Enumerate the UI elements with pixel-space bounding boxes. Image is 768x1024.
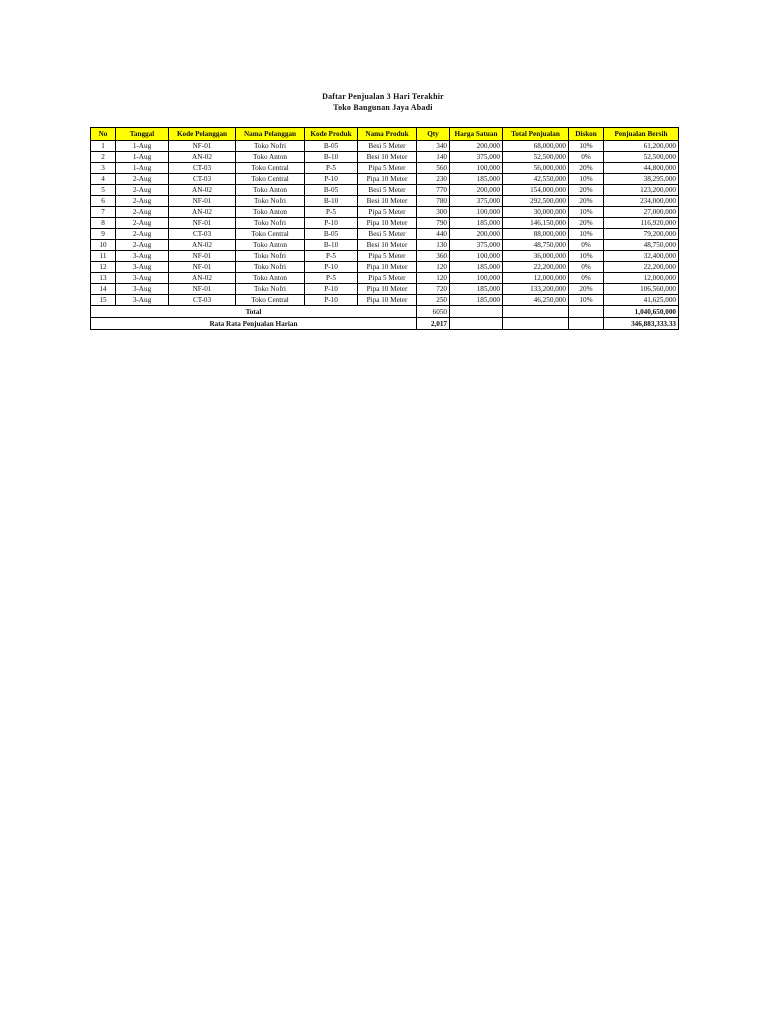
cell-kode-pelanggan[interactable]: NF-01 xyxy=(169,284,236,295)
cell-diskon[interactable]: 10% xyxy=(569,295,604,306)
cell-diskon[interactable]: 10% xyxy=(569,141,604,152)
cell-qty[interactable]: 130 xyxy=(417,240,450,251)
cell-penjualan-bersih[interactable]: 106,560,000 xyxy=(604,284,679,295)
cell-nama-pelanggan[interactable]: Toko Central xyxy=(236,163,305,174)
cell-no[interactable]: 4 xyxy=(91,174,116,185)
cell-harga-satuan[interactable]: 185,000 xyxy=(450,295,503,306)
cell-harga-satuan[interactable]: 375,000 xyxy=(450,152,503,163)
table-row xyxy=(91,284,679,295)
average-label[interactable]: Rata Rata Penjualan Harian xyxy=(91,318,417,330)
cell-no[interactable]: 13 xyxy=(91,273,116,284)
cell-nama-produk[interactable]: Besi 5 Meter xyxy=(358,141,417,152)
table-body xyxy=(91,141,679,306)
col-header-kode-pelanggan[interactable]: Kode Pelanggan xyxy=(169,128,236,141)
cell-diskon[interactable]: 0% xyxy=(569,240,604,251)
cell-qty[interactable]: 360 xyxy=(417,251,450,262)
cell-diskon[interactable]: 20% xyxy=(569,163,604,174)
cell-qty[interactable]: 440 xyxy=(417,229,450,240)
table-row xyxy=(91,262,679,273)
cell-nama-produk[interactable]: Pipa 10 Meter xyxy=(358,262,417,273)
cell-no[interactable]: 14 xyxy=(91,284,116,295)
cell-tanggal[interactable]: 2-Aug xyxy=(116,185,169,196)
cell-total-penjualan[interactable]: 48,750,000 xyxy=(503,240,569,251)
cell-nama-pelanggan[interactable]: Toko Anton xyxy=(236,152,305,163)
cell-nama-produk[interactable]: Besi 5 Meter xyxy=(358,185,417,196)
cell-nama-produk[interactable]: Pipa 10 Meter xyxy=(358,295,417,306)
cell-total-penjualan[interactable]: 52,500,000 xyxy=(503,152,569,163)
cell-total-penjualan[interactable]: 22,200,000 xyxy=(503,262,569,273)
table-row xyxy=(91,207,679,218)
col-header-qty[interactable]: Qty xyxy=(417,128,450,141)
cell-diskon[interactable]: 20% xyxy=(569,218,604,229)
cell-tanggal[interactable]: 2-Aug xyxy=(116,240,169,251)
cell-nama-pelanggan[interactable]: Toko Central xyxy=(236,229,305,240)
cell-total-penjualan[interactable]: 36,000,000 xyxy=(503,251,569,262)
cell-penjualan-bersih[interactable]: 12,000,000 xyxy=(604,273,679,284)
cell-no[interactable]: 1 xyxy=(91,141,116,152)
summary-body xyxy=(91,306,679,330)
cell-kode-pelanggan[interactable]: AN-02 xyxy=(169,207,236,218)
table-row xyxy=(91,218,679,229)
cell-kode-pelanggan[interactable]: CT-03 xyxy=(169,229,236,240)
cell-nama-produk[interactable]: Pipa 5 Meter xyxy=(358,273,417,284)
cell-harga-satuan[interactable]: 100,000 xyxy=(450,251,503,262)
cell-harga-satuan[interactable]: 375,000 xyxy=(450,240,503,251)
cell-tanggal[interactable]: 2-Aug xyxy=(116,207,169,218)
cell-kode-produk[interactable]: B-05 xyxy=(305,229,358,240)
cell-tanggal[interactable]: 3-Aug xyxy=(116,262,169,273)
cell-nama-pelanggan[interactable]: Toko Anton xyxy=(236,240,305,251)
col-header-nama-pelanggan[interactable]: Nama Pelanggan xyxy=(236,128,305,141)
cell-diskon[interactable]: 10% xyxy=(569,251,604,262)
cell-qty[interactable]: 720 xyxy=(417,284,450,295)
cell-no[interactable]: 8 xyxy=(91,218,116,229)
cell-tanggal[interactable]: 2-Aug xyxy=(116,174,169,185)
col-header-total-penjualan[interactable]: Total Penjualan xyxy=(503,128,569,141)
cell-nama-produk[interactable]: Pipa 10 Meter xyxy=(358,218,417,229)
cell-no[interactable]: 9 xyxy=(91,229,116,240)
table-row xyxy=(91,229,679,240)
cell-kode-produk[interactable]: B-10 xyxy=(305,152,358,163)
cell-kode-pelanggan[interactable]: AN-02 xyxy=(169,185,236,196)
cell-nama-pelanggan[interactable]: Toko Central xyxy=(236,295,305,306)
cell-diskon[interactable]: 20% xyxy=(569,284,604,295)
col-header-harga-satuan[interactable]: Harga Satuan xyxy=(450,128,503,141)
cell-kode-pelanggan[interactable]: CT-03 xyxy=(169,163,236,174)
cell-nama-pelanggan[interactable]: Toko Nofri xyxy=(236,251,305,262)
table-row xyxy=(91,295,679,306)
cell-tanggal[interactable]: 2-Aug xyxy=(116,218,169,229)
cell-diskon[interactable]: 20% xyxy=(569,185,604,196)
cell-kode-produk[interactable]: P-10 xyxy=(305,295,358,306)
cell-total-penjualan[interactable]: 68,000,000 xyxy=(503,141,569,152)
report-title: Daftar Penjualan 3 Hari Terakhir xyxy=(322,92,444,101)
cell-harga-satuan[interactable]: 185,000 xyxy=(450,218,503,229)
cell-kode-produk[interactable]: P-5 xyxy=(305,273,358,284)
cell-total-penjualan[interactable]: 154,000,000 xyxy=(503,185,569,196)
cell-no[interactable]: 3 xyxy=(91,163,116,174)
cell-kode-produk[interactable]: P-5 xyxy=(305,207,358,218)
cell-nama-produk[interactable]: Besi 10 Meter xyxy=(358,196,417,207)
table-row xyxy=(91,163,679,174)
table-row xyxy=(91,152,679,163)
cell-nama-pelanggan[interactable]: Toko Anton xyxy=(236,273,305,284)
total-qty[interactable]: 6050 xyxy=(417,306,450,318)
cell-kode-produk[interactable]: B-05 xyxy=(305,185,358,196)
cell-no[interactable]: 2 xyxy=(91,152,116,163)
cell-kode-pelanggan[interactable]: AN-02 xyxy=(169,273,236,284)
cell-qty[interactable]: 340 xyxy=(417,141,450,152)
cell-qty[interactable]: 790 xyxy=(417,218,450,229)
cell-harga-satuan[interactable]: 185,000 xyxy=(450,284,503,295)
cell-penjualan-bersih[interactable]: 44,800,000 xyxy=(604,163,679,174)
table-row xyxy=(91,273,679,284)
cell-tanggal[interactable]: 2-Aug xyxy=(116,196,169,207)
cell-kode-produk[interactable]: P-10 xyxy=(305,218,358,229)
cell-total-penjualan[interactable]: 88,000,000 xyxy=(503,229,569,240)
cell-diskon[interactable]: 10% xyxy=(569,174,604,185)
cell-no[interactable]: 6 xyxy=(91,196,116,207)
header-row xyxy=(91,128,679,141)
cell-harga-satuan[interactable]: 185,000 xyxy=(450,174,503,185)
total-empty-cell[interactable] xyxy=(569,306,604,318)
cell-harga-satuan[interactable]: 200,000 xyxy=(450,229,503,240)
table-row xyxy=(91,196,679,207)
cell-nama-pelanggan[interactable]: Toko Anton xyxy=(236,207,305,218)
col-header-diskon[interactable]: Diskon xyxy=(569,128,604,141)
cell-tanggal[interactable]: 1-Aug xyxy=(116,163,169,174)
cell-tanggal[interactable]: 3-Aug xyxy=(116,295,169,306)
average-empty-cell[interactable] xyxy=(450,318,503,330)
cell-kode-produk[interactable]: P-5 xyxy=(305,163,358,174)
cell-qty[interactable]: 250 xyxy=(417,295,450,306)
table-row xyxy=(91,185,679,196)
cell-total-penjualan[interactable]: 30,000,000 xyxy=(503,207,569,218)
cell-harga-satuan[interactable]: 375,000 xyxy=(450,196,503,207)
table-row xyxy=(91,174,679,185)
cell-tanggal[interactable]: 3-Aug xyxy=(116,273,169,284)
cell-tanggal[interactable]: 1-Aug xyxy=(116,152,169,163)
cell-diskon[interactable]: 10% xyxy=(569,207,604,218)
cell-diskon[interactable]: 20% xyxy=(569,196,604,207)
col-header-penjualan-bersih[interactable]: Penjualan Bersih xyxy=(604,128,679,141)
cell-total-penjualan[interactable]: 146,150,000 xyxy=(503,218,569,229)
cell-total-penjualan[interactable]: 12,000,000 xyxy=(503,273,569,284)
cell-penjualan-bersih[interactable]: 234,000,000 xyxy=(604,196,679,207)
total-net[interactable]: 1,040,650,000 xyxy=(604,306,679,318)
sales-table xyxy=(90,127,679,330)
cell-nama-produk[interactable]: Besi 10 Meter xyxy=(358,152,417,163)
cell-total-penjualan[interactable]: 292,500,000 xyxy=(503,196,569,207)
cell-diskon[interactable]: 0% xyxy=(569,262,604,273)
cell-qty[interactable]: 120 xyxy=(417,273,450,284)
cell-penjualan-bersih[interactable]: 38,295,000 xyxy=(604,174,679,185)
cell-harga-satuan[interactable]: 200,000 xyxy=(450,141,503,152)
cell-penjualan-bersih[interactable]: 22,200,000 xyxy=(604,262,679,273)
cell-nama-produk[interactable]: Besi 10 Meter xyxy=(358,240,417,251)
cell-total-penjualan[interactable]: 42,550,000 xyxy=(503,174,569,185)
average-net[interactable]: 346,883,333.33 xyxy=(604,318,679,330)
cell-no[interactable]: 11 xyxy=(91,251,116,262)
cell-kode-pelanggan[interactable]: CT-03 xyxy=(169,295,236,306)
total-empty-cell[interactable] xyxy=(503,306,569,318)
average-empty-cell[interactable] xyxy=(569,318,604,330)
cell-kode-pelanggan[interactable]: NF-01 xyxy=(169,262,236,273)
cell-kode-pelanggan[interactable]: NF-01 xyxy=(169,196,236,207)
table-row xyxy=(91,141,679,152)
cell-no[interactable]: 15 xyxy=(91,295,116,306)
cell-penjualan-bersih[interactable]: 52,500,000 xyxy=(604,152,679,163)
total-empty-cell[interactable] xyxy=(450,306,503,318)
cell-kode-produk[interactable]: P-10 xyxy=(305,174,358,185)
cell-kode-pelanggan[interactable]: NF-01 xyxy=(169,251,236,262)
cell-nama-produk[interactable]: Besi 5 Meter xyxy=(358,229,417,240)
cell-penjualan-bersih[interactable]: 79,200,000 xyxy=(604,229,679,240)
cell-no[interactable]: 12 xyxy=(91,262,116,273)
cell-qty[interactable]: 300 xyxy=(417,207,450,218)
cell-penjualan-bersih[interactable]: 116,920,000 xyxy=(604,218,679,229)
cell-kode-pelanggan[interactable]: AN-02 xyxy=(169,152,236,163)
col-header-no[interactable]: No xyxy=(91,128,116,141)
cell-nama-pelanggan[interactable]: Toko Nofri xyxy=(236,218,305,229)
cell-penjualan-bersih[interactable]: 61,200,000 xyxy=(604,141,679,152)
cell-qty[interactable]: 770 xyxy=(417,185,450,196)
cell-tanggal[interactable]: 2-Aug xyxy=(116,229,169,240)
cell-nama-pelanggan[interactable]: Toko Nofri xyxy=(236,262,305,273)
average-qty[interactable]: 2,017 xyxy=(417,318,450,330)
cell-penjualan-bersih[interactable]: 41,625,000 xyxy=(604,295,679,306)
cell-total-penjualan[interactable]: 56,000,000 xyxy=(503,163,569,174)
cell-nama-produk[interactable]: Pipa 10 Meter xyxy=(358,174,417,185)
col-header-kode-produk[interactable]: Kode Produk xyxy=(305,128,358,141)
cell-harga-satuan[interactable]: 100,000 xyxy=(450,273,503,284)
cell-kode-produk[interactable]: P-5 xyxy=(305,251,358,262)
cell-qty[interactable]: 560 xyxy=(417,163,450,174)
cell-total-penjualan[interactable]: 46,250,000 xyxy=(503,295,569,306)
cell-qty[interactable]: 140 xyxy=(417,152,450,163)
cell-tanggal[interactable]: 1-Aug xyxy=(116,141,169,152)
cell-no[interactable]: 10 xyxy=(91,240,116,251)
cell-kode-produk[interactable]: B-05 xyxy=(305,141,358,152)
cell-nama-pelanggan[interactable]: Toko Central xyxy=(236,174,305,185)
cell-qty[interactable]: 230 xyxy=(417,174,450,185)
report-subtitle: Toko Bangunan Jaya Abadi xyxy=(333,103,433,112)
table-row xyxy=(91,251,679,262)
cell-penjualan-bersih[interactable]: 32,400,000 xyxy=(604,251,679,262)
cell-diskon[interactable]: 0% xyxy=(569,152,604,163)
cell-nama-pelanggan[interactable]: Toko Nofri xyxy=(236,196,305,207)
cell-kode-pelanggan[interactable]: CT-03 xyxy=(169,174,236,185)
col-header-nama-produk[interactable]: Nama Produk xyxy=(358,128,417,141)
average-empty-cell[interactable] xyxy=(503,318,569,330)
cell-qty[interactable]: 120 xyxy=(417,262,450,273)
cell-qty[interactable]: 780 xyxy=(417,196,450,207)
cell-kode-produk[interactable]: B-10 xyxy=(305,240,358,251)
table-row xyxy=(91,240,679,251)
cell-kode-produk[interactable]: P-10 xyxy=(305,284,358,295)
cell-no[interactable]: 5 xyxy=(91,185,116,196)
cell-penjualan-bersih[interactable]: 27,000,000 xyxy=(604,207,679,218)
cell-nama-produk[interactable]: Pipa 10 Meter xyxy=(358,284,417,295)
cell-no[interactable]: 7 xyxy=(91,207,116,218)
cell-nama-produk[interactable]: Pipa 5 Meter xyxy=(358,163,417,174)
total-label[interactable]: Total xyxy=(91,306,417,318)
cell-diskon[interactable]: 0% xyxy=(569,273,604,284)
average-row xyxy=(91,318,679,330)
cell-kode-pelanggan[interactable]: NF-01 xyxy=(169,141,236,152)
col-header-tanggal[interactable]: Tanggal xyxy=(116,128,169,141)
cell-nama-pelanggan[interactable]: Toko Anton xyxy=(236,185,305,196)
cell-kode-pelanggan[interactable]: NF-01 xyxy=(169,218,236,229)
cell-harga-satuan[interactable]: 185,000 xyxy=(450,262,503,273)
cell-tanggal[interactable]: 3-Aug xyxy=(116,284,169,295)
cell-harga-satuan[interactable]: 200,000 xyxy=(450,185,503,196)
cell-nama-produk[interactable]: Pipa 5 Meter xyxy=(358,207,417,218)
cell-harga-satuan[interactable]: 100,000 xyxy=(450,207,503,218)
cell-kode-pelanggan[interactable]: AN-02 xyxy=(169,240,236,251)
cell-diskon[interactable]: 10% xyxy=(569,229,604,240)
cell-kode-produk[interactable]: P-10 xyxy=(305,262,358,273)
cell-tanggal[interactable]: 3-Aug xyxy=(116,251,169,262)
cell-penjualan-bersih[interactable]: 123,200,000 xyxy=(604,185,679,196)
cell-nama-pelanggan[interactable]: Toko Nofri xyxy=(236,141,305,152)
cell-penjualan-bersih[interactable]: 48,750,000 xyxy=(604,240,679,251)
cell-nama-pelanggan[interactable]: Toko Nofri xyxy=(236,284,305,295)
total-row xyxy=(91,306,679,318)
cell-total-penjualan[interactable]: 133,200,000 xyxy=(503,284,569,295)
cell-kode-produk[interactable]: B-10 xyxy=(305,196,358,207)
cell-nama-produk[interactable]: Pipa 5 Meter xyxy=(358,251,417,262)
cell-harga-satuan[interactable]: 100,000 xyxy=(450,163,503,174)
